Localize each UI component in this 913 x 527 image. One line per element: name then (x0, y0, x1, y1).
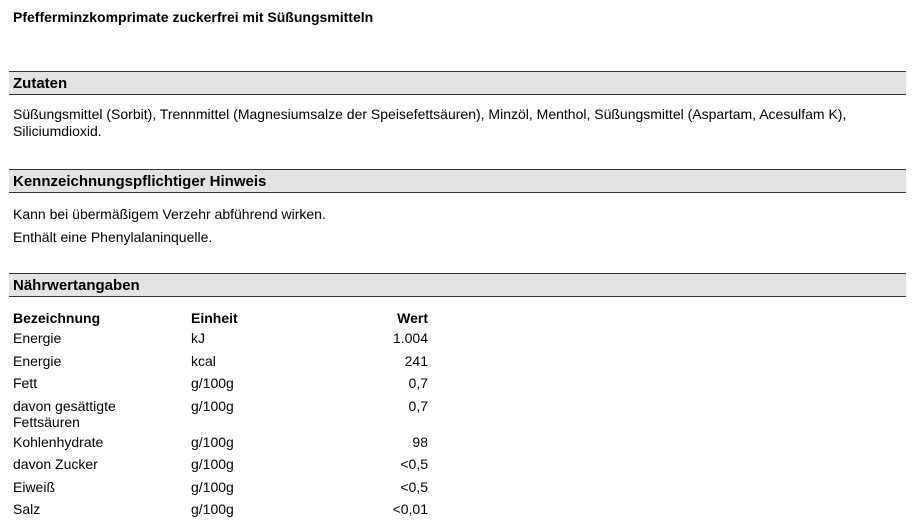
table-row (13, 375, 428, 398)
nutrient-unit: kJ (191, 330, 205, 346)
nutrient-name: davon gesättigte Fettsäuren (13, 397, 116, 430)
table-row (13, 434, 428, 457)
nutrient-value: 0,7 (408, 375, 428, 391)
column-header-value: Wert (397, 310, 428, 326)
product-title: Pfefferminzkomprimate zuckerfrei mit Süßungsmitteln (13, 9, 374, 25)
notice-line-2: Enthält eine Phenylalaninquelle. (13, 229, 213, 245)
nutrient-value: <0,5 (400, 478, 428, 495)
nutrient-unit: g/100g (191, 456, 234, 472)
nutrient-unit: g/100g (191, 375, 234, 391)
nutrient-value: <0,01 (392, 501, 428, 517)
nutrient-unit: g/100g (191, 501, 234, 517)
nutrient-name: Eiweiß (13, 478, 56, 495)
column-header-unit: Einheit (191, 310, 238, 326)
nutrient-name: Salz (13, 501, 41, 517)
ingredients-text: Süßungsmittel (Sorbit), Trennmittel (Magnesiumsalze der Speisefettsäuren), Minzöl, Menthol, Süßungsmittel (Aspartam, Acesulfam K), Siliciumdioxid. (13, 106, 847, 139)
table-row (13, 479, 428, 502)
ingredients-heading: Zutaten (13, 75, 68, 92)
notice-line-1: Kann bei übermäßigem Verzehr abführend wirken. (13, 206, 326, 222)
nutrient-name: Energie (13, 330, 62, 346)
nutrient-name: davon Zucker (13, 456, 98, 472)
nutrient-value: <0,5 (400, 456, 428, 472)
nutrient-name: Energie (13, 352, 62, 369)
notice-heading: Kennzeichnungspflichtiger Hinweis (13, 173, 267, 190)
nutrition-heading: Nährwertangaben (13, 277, 140, 294)
nutrient-value: 0,7 (408, 397, 428, 414)
table-row (13, 456, 428, 479)
nutrient-unit: g/100g (191, 397, 234, 414)
nutrient-value: 98 (412, 433, 428, 450)
nutrient-value: 241 (404, 352, 428, 369)
nutrient-unit: g/100g (191, 478, 234, 495)
nutrient-unit: kcal (191, 352, 216, 369)
nutrient-name: Fett (13, 375, 38, 391)
table-row (13, 353, 428, 376)
nutrition-table (13, 310, 428, 524)
column-header-name: Bezeichnung (13, 310, 101, 326)
nutrition-section-header (9, 273, 906, 297)
nutrition-table-header-row (13, 310, 428, 330)
table-row (13, 398, 428, 434)
nutrient-value: 1.004 (392, 330, 428, 346)
nutrient-unit: g/100g (191, 433, 234, 450)
table-row (13, 330, 428, 353)
nutrient-name: Kohlenhydrate (13, 433, 104, 450)
notice-section-header (9, 169, 906, 193)
table-row (13, 501, 428, 524)
ingredients-section-header (9, 71, 906, 95)
